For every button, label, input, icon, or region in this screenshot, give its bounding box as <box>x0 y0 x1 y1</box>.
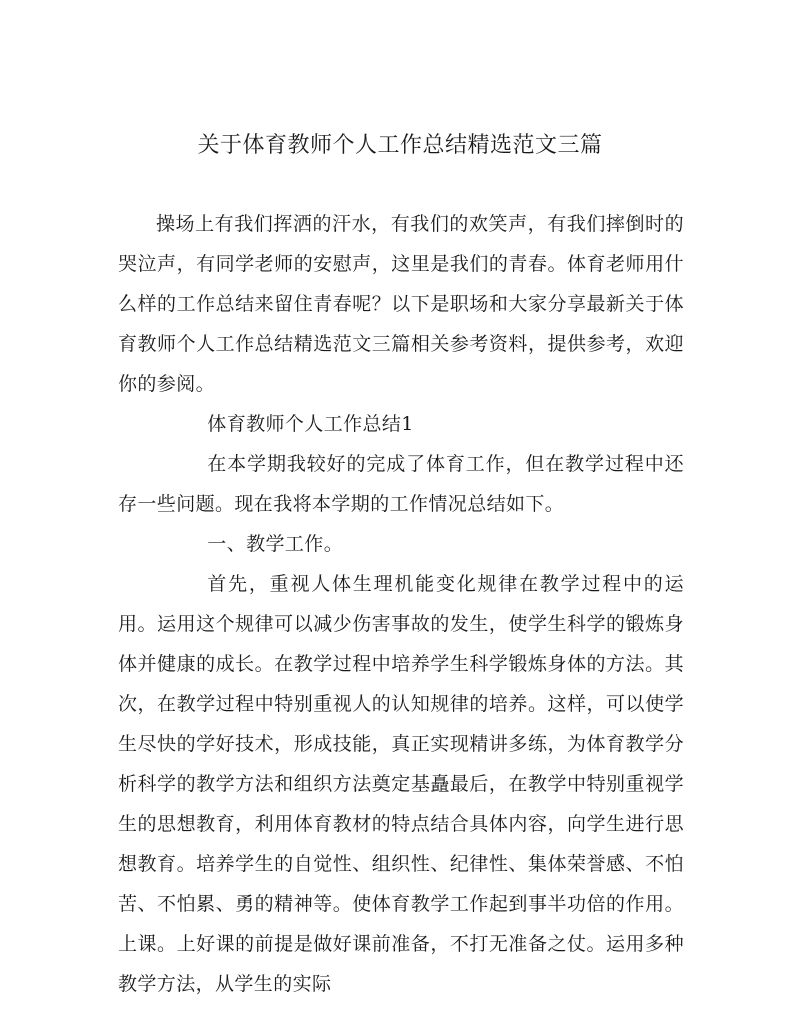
document-title: 关于体育教师个人工作总结精选范文三篇 <box>197 133 603 158</box>
document-body <box>118 204 684 1004</box>
summary-paragraph: 在本学期我较好的完成了体育工作，但在教学过程中还存一些问题。现在我将本学期的工作情况总结如下。 <box>118 453 684 515</box>
section-heading: 体育教师个人工作总结1 <box>207 413 414 435</box>
intro-paragraph: 操场上有我们挥洒的汗水，有我们的欢笑声，有我们摔倒时的哭泣声，有同学老师的安慰声，这里是我们的青春。体育老师用什么样的工作总结来留住青春呢？以下是职场和大家分享最新关于体育教师个人工作总结精选范文三篇相关参考资料，提供参考，欢迎你的参阅。 <box>118 213 684 395</box>
subsection-heading: 一、教学工作。 <box>207 533 344 555</box>
teaching-paragraph: 首先，重视人体生理机能变化规律在教学过程中的运用。运用这个规律可以减少伤害事故的发生，使学生科学的锻炼身体并健康的成长。在教学过程中培养学生科学锻炼身体的方法。其次，在教学过程中特别重视人的认知规律的培养。这样，可以使学生尽快的学好技术，形成技能，真正实现精讲多练，为体育教学分析科学的教学方法和组织方法奠定基矗最后，在教学中特别重视学生的思想教育，利用体育教材的特点结合具体内容，向学生进行思想教育。培养学生的自觉性、组织性、纪律性、集体荣誉感、不怕苦、不怕累、勇的精神等。使体育教学工作起到事半功倍的作用。 上课。上好课的前提是做好课前准备，不打无准备之仗。运用多种教学方法，从学生的实际 <box>118 573 684 995</box>
